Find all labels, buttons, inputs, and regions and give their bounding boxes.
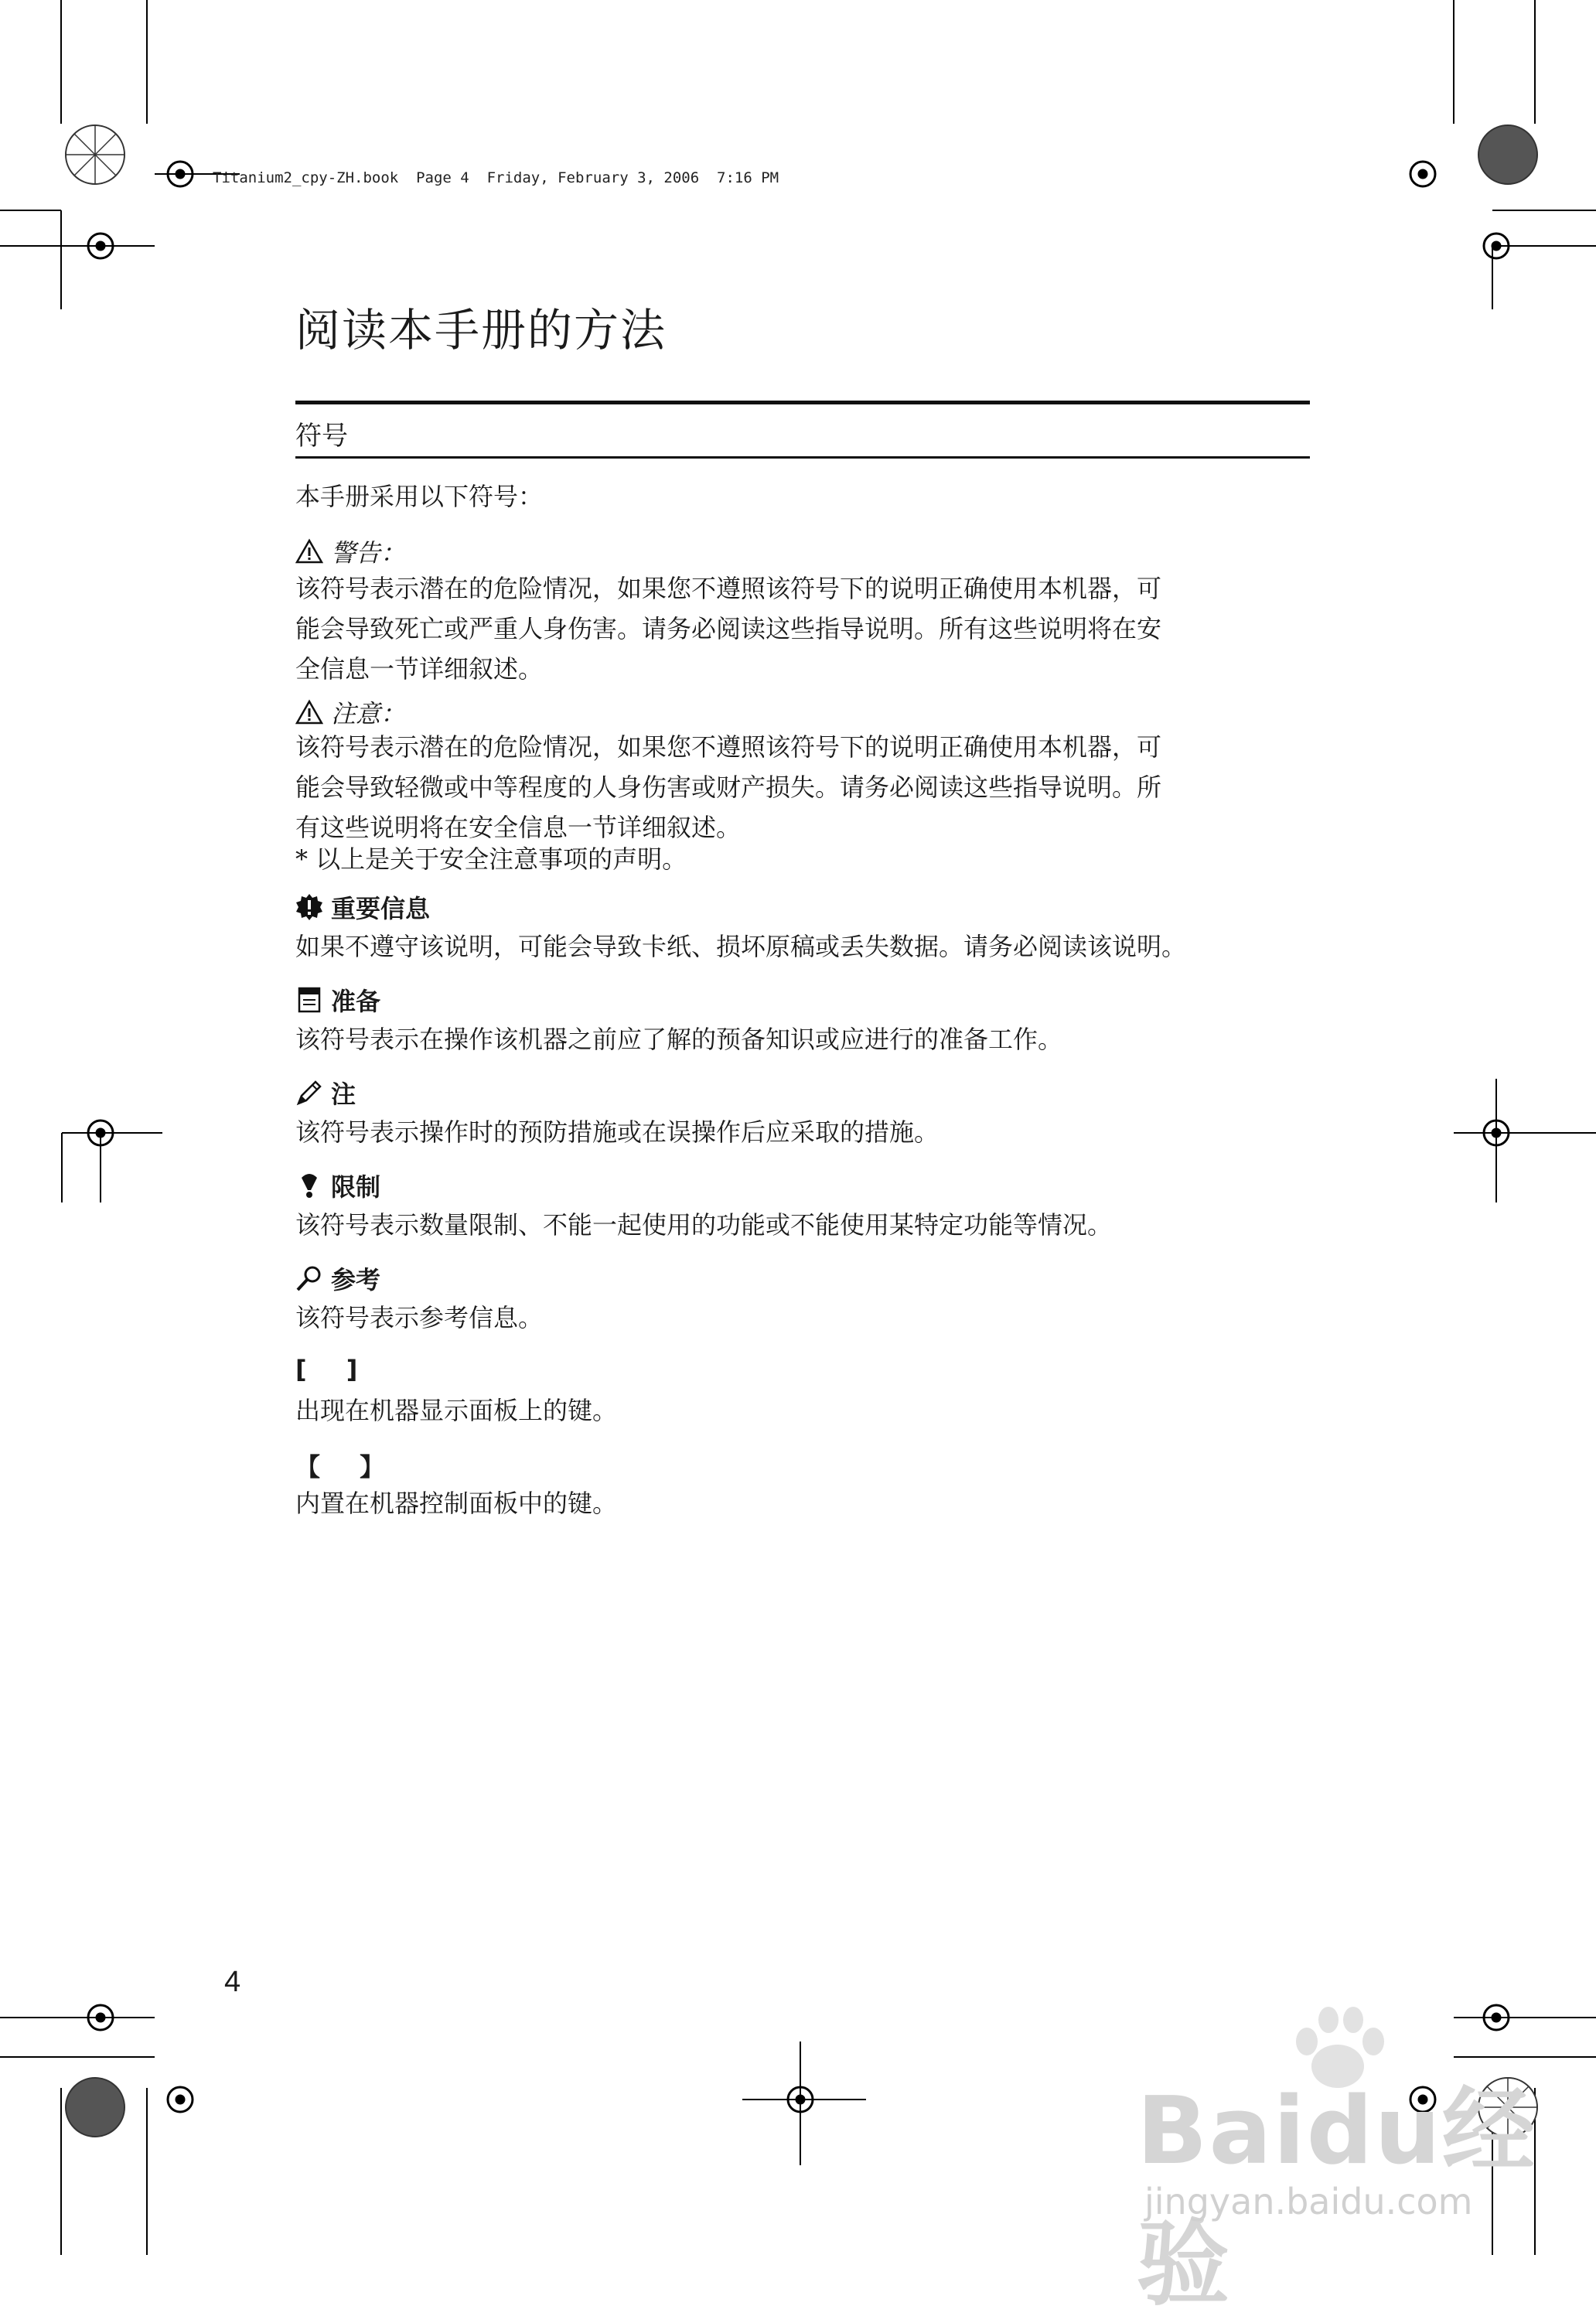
caution-line: 该符号表示潜在的危险情况，如果您不遵照该符号下的说明正确使用本机器，可 xyxy=(295,732,1162,762)
watermark-brand: Baidu经验 xyxy=(1137,2078,1536,2318)
section-intro: 本手册采用以下符号： xyxy=(295,482,544,511)
caution-label: 注意： xyxy=(331,699,406,728)
reference-heading xyxy=(295,1260,380,1296)
preparation-clipboard-icon xyxy=(295,986,323,1014)
reference-label: 参考 xyxy=(331,1265,381,1295)
important-badge-icon xyxy=(295,893,323,921)
warning-line: 全信息一节详细叙述。 xyxy=(295,654,544,684)
watermark-url: jingyan.baidu.com xyxy=(1144,2181,1473,2222)
caution-triangle-icon xyxy=(295,698,323,726)
warning-line: 该符号表示潜在的危险情况，如果您不遵照该符号下的说明正确使用本机器，可 xyxy=(295,574,1162,603)
important-label: 重要信息 xyxy=(331,894,431,923)
panel-key-label: 【 】 xyxy=(295,1452,385,1482)
note-label: 注 xyxy=(331,1080,356,1109)
note-heading xyxy=(295,1075,356,1110)
section-rule-bottom xyxy=(295,456,1310,459)
panel-key-heading xyxy=(295,1448,384,1483)
display-key-heading xyxy=(295,1355,357,1384)
note-text: 该符号表示操作时的预防措施或在误操作后应采取的措施。 xyxy=(295,1117,940,1147)
safety-footnote: * 以上是关于安全注意事项的声明。 xyxy=(295,844,687,874)
print-file-info: Titanium2_cpy-ZH.book Page 4 Friday, February 3, 2006 7:16 PM xyxy=(213,169,779,186)
caution-heading xyxy=(295,694,405,730)
section-title: 符号 xyxy=(295,421,348,452)
section-rule-top xyxy=(295,401,1310,404)
page-title: 阅读本手册的方法 xyxy=(295,304,667,356)
limitation-text: 该符号表示数量限制、不能一起使用的功能或不能使用某特定功能等情况。 xyxy=(295,1210,1113,1240)
panel-key-text: 内置在机器控制面板中的键。 xyxy=(295,1489,618,1518)
warning-triangle-icon xyxy=(295,537,323,565)
display-key-text: 出现在机器显示面板上的键。 xyxy=(295,1396,618,1425)
caution-line: 有这些说明将在安全信息一节详细叙述。 xyxy=(295,813,742,842)
caution-line: 能会导致轻微或中等程度的人身伤害或财产损失。请务必阅读这些指导说明。所 xyxy=(295,773,1162,802)
display-key-label: [ ] xyxy=(295,1355,358,1384)
reference-magnifier-icon xyxy=(295,1264,323,1292)
warning-text xyxy=(295,568,1316,689)
caution-text xyxy=(295,727,1316,848)
limitation-label: 限制 xyxy=(331,1172,381,1202)
reference-text: 该符号表示参考信息。 xyxy=(295,1303,544,1332)
preparation-text: 该符号表示在操作该机器之前应了解的预备知识或应进行的准备工作。 xyxy=(295,1025,1063,1054)
page-number: 4 xyxy=(224,1966,241,1998)
preparation-heading xyxy=(295,982,380,1018)
important-text: 如果不遵守该说明，可能会导致卡纸、损坏原稿或丢失数据。请务必阅读该说明。 xyxy=(295,932,1187,961)
limitation-heading xyxy=(295,1168,380,1203)
limitation-pin-icon xyxy=(295,1172,323,1199)
warning-line: 能会导致死亡或严重人身伤害。请务必阅读这些指导说明。所有这些说明将在安 xyxy=(295,614,1162,643)
preparation-label: 准备 xyxy=(331,987,381,1016)
note-pencil-icon xyxy=(295,1079,323,1107)
important-heading xyxy=(295,889,430,925)
warning-label: 警告： xyxy=(331,538,406,568)
warning-heading xyxy=(295,534,405,569)
